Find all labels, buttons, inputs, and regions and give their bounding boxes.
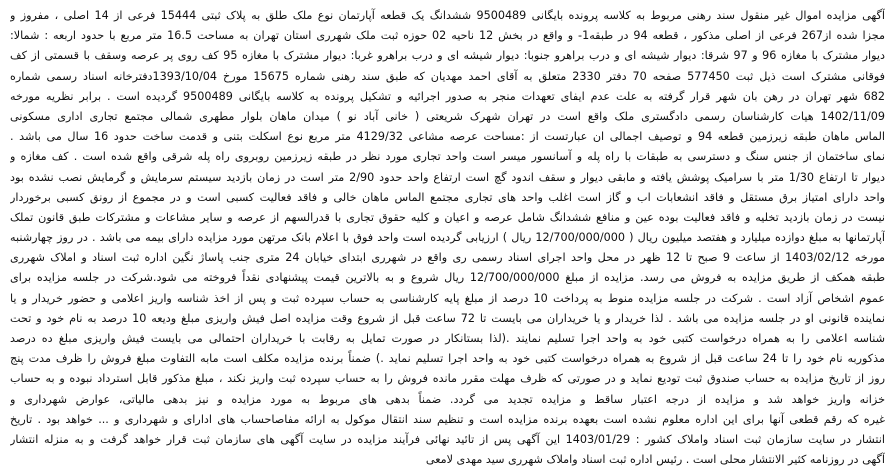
notice-line: غیره که رقم قطعی آنها برای این اداره معلوم نشده است بعهده برنده مزایده است و تنظیم سند انتقال موکول به ارائه مفاصاحساب های ادارای و شهرداری و ... خواهد بود . تاریخ (10, 412, 885, 426)
notice-line: دیوار مشترک با مغازه 96 و 97 شرقا: دیوار شیشه ای و درب براهرو جنوبا: دیوار شیشه ای و درب براهرو غربا: دیوار مشترک با مغازه 95 کف روی پر عرصه وسقف با قسمتی از کف (10, 49, 885, 63)
notice-line: نیست در زمان بازدید تخلیه و فاقد فعالیت بوده عین و منافع ششدانگ شامل عرصه و اعیان و کلیه حقوق تجاری با قدرالسهم از عرصه و سایر مشاعات و مشترکات طبق قانون تملک (10, 210, 885, 224)
notice-line: آگهی در روزنامه کثیر الانتشار محلی است . رئیس اداره ثبت اسناد واملاک شهرری سید مهدی لامعی (425, 453, 885, 467)
notice-line: آگهی مزایده اموال غیر منقول سند رهنی مربوط به کلاسه پرونده بایگانی 9500489 ششدانگ یک قطعه آپارتمان نوع ملک طلق به پلاک ثبتی 15444 فرعی از 14 اصلی ، مفروز و (10, 9, 885, 22)
notice-line: 682 شهر تهران در رهن بان شهر قرار گرفته به علت عدم ایفای تعهدات منجر به صدور اجرائیه و تشکیل پرونده به کلاسه بایگانی 9500489 گردیده است . برابر نظریه مورخه (10, 89, 885, 103)
notice-line: دیوار تا ارتفاع 1/30 متر با سرامیک پوشش یافته و مابقی دیوار و سقف اندود گچ است ارتفاع واحد حدود 2/90 متر است در زمان بازدید سیستم سرمایش و گرمایش نصب نشده بود (10, 170, 885, 184)
notice-line: مورخه 1403/02/12 از ساعت 9 صبح تا 12 ظهر در محل واحد اجرای اسناد رسمی ری واقع در شهرری ابتدای خیابان 24 متری جنب پاساژ نگین اداره ثبت اسناد و املاک شهرری (10, 251, 885, 265)
notice-line: الماس ماهان طبقه زیرزمین قطعه 94 و توصیف اجمالی ان عبارتست از :مساحت عرصه مشاعی 4129/32 متر مربع نوع اسکلت بتنی و قدمت ساخت حدود 16 سال می باشد . (10, 130, 885, 144)
notice-line: واحد دارای امتیاز برق مستقل و فاقد انشعابات اب و گاز است اغلب واحد های تجاری مجتمع الماس ماهان خالی و فاقد فعالیت کسبی است و در مجموع از رونق کسبی برخوردار (10, 190, 885, 204)
notice-line: انتشار در سایت سازمان ثبت اسناد واملاک کشور : 1403/01/29 این آگهی پس از تائید نهائی فرآیند مزایده در سایت آگهی های سازمان ثبت قرار خواهد گرفت و به منزله انتشار (10, 432, 885, 446)
notice-line: 1402/11/09 هیات کارشناسان رسمی دادگستری ملک واقع است در تهران شهرک شریعتی ( خانی آباد نو ) میدان ماهان بلوار مطهری شمالی مجتمع تجاری اداری مسکونی (10, 109, 885, 123)
notice-line: مذکوربه نام خود را تا 24 ساعت قبل از شروع به همراه درخواست کتبی خود به واحد اجرا تسلیم نماید .) ضمناً برنده مزایده مکلف است مابه التفاوت مبلغ فروش را ظرف مدت پنج (10, 352, 885, 366)
notice-line: آپارتمانها به مبلغ دوازده میلیارد و هفتصد میلیون ریال ( 12/700/000/000 ریال ) ارزیابی گردیده است واحد فوق با اعلام بانک مرتهن مورد مزایده دارای بیمه می باشد . در روز چهارشنبه (10, 231, 885, 245)
notice-line: فوقانی مشترک است ذیل ثبت 577450 صفحه 70 دفتر 2330 متعلق به آقای احمد مهدیان که طبق سند رهنی شماره 15675 مورخ 1393/10/04دفترخانه اسناد رسمی شماره (10, 69, 885, 83)
notice-line: روز از تاریخ مزایده به حساب صندوق ثبت تودیع نماید و در صورتی که ظرف مهلت مقرر مانده فروش را به حساب سپرده ثبت واریز نکند ، مبلغ مذکور قابل استرداد نبوده و به حساب (10, 372, 885, 386)
notice-line: نماینده قانونی او در جلسه مزایده می باشد . لذا خریدار و یا خریداران می بایست تا 72 ساعت قبل از شروع وقت مزایده اصل فیش واریزی مبلغ ودیعه 10 درصد به نام خود و تحت (10, 311, 885, 325)
notice-line: عموم اشخاص آزاد است . شرکت در جلسه مزایده منوط به پرداخت 10 درصد از مبلغ پایه کارشناسی به حساب سپرده ثبت و پس از اخذ شناسه واریز اعلامی و حضور خریدار و یا (10, 291, 885, 305)
notice-line: شناسه اعلامی را به همراه درخواست کتبی خود به واحد اجرا تسلیم نمایند .(لذا بستانکار در صورت تمایل به رقابت با خریداران احتمالی می بایست فیش واریزی مبلغ ده درصد (10, 332, 885, 345)
notice-line: نمای ساختمان از جنس سنگ و دسترسی به طبقات با راه پله و آسانسور میسر است واحد تجاری مورد نظر در طبقه زیرزمین روبروی راه پله شرقی واقع شده است . کف مغازه و (10, 150, 885, 164)
notice-line: مجزا شده از267 فرعی از اصلی مذکور ، قطعه 94 در طبقه1- و واقع در بخش 12 ناحیه 02 حوزه ثبت ملک شهرری استان تهران به مساحت 16.5 متر مربع با حدود اربعه : شمالا: (10, 29, 885, 43)
notice-line: طبقه همکف از طریق مزایده به فروش می رسد. مزایده از مبلغ 12/700/000/000 ریال شروع و به بالاترین قیمت پیشنهادی نقداً فروخته می شود.شرکت در جلسه مزایده برای (10, 271, 885, 285)
notice-line: خزانه واریز خواهد شد و مزایده از درجه اعتبار ساقط و مزایده تجدید می گردد. ضمناً بدهی های مربوط به مورد مزایده و نیز بدهی مالیاتی، عوارض شهرداری و (10, 392, 885, 406)
